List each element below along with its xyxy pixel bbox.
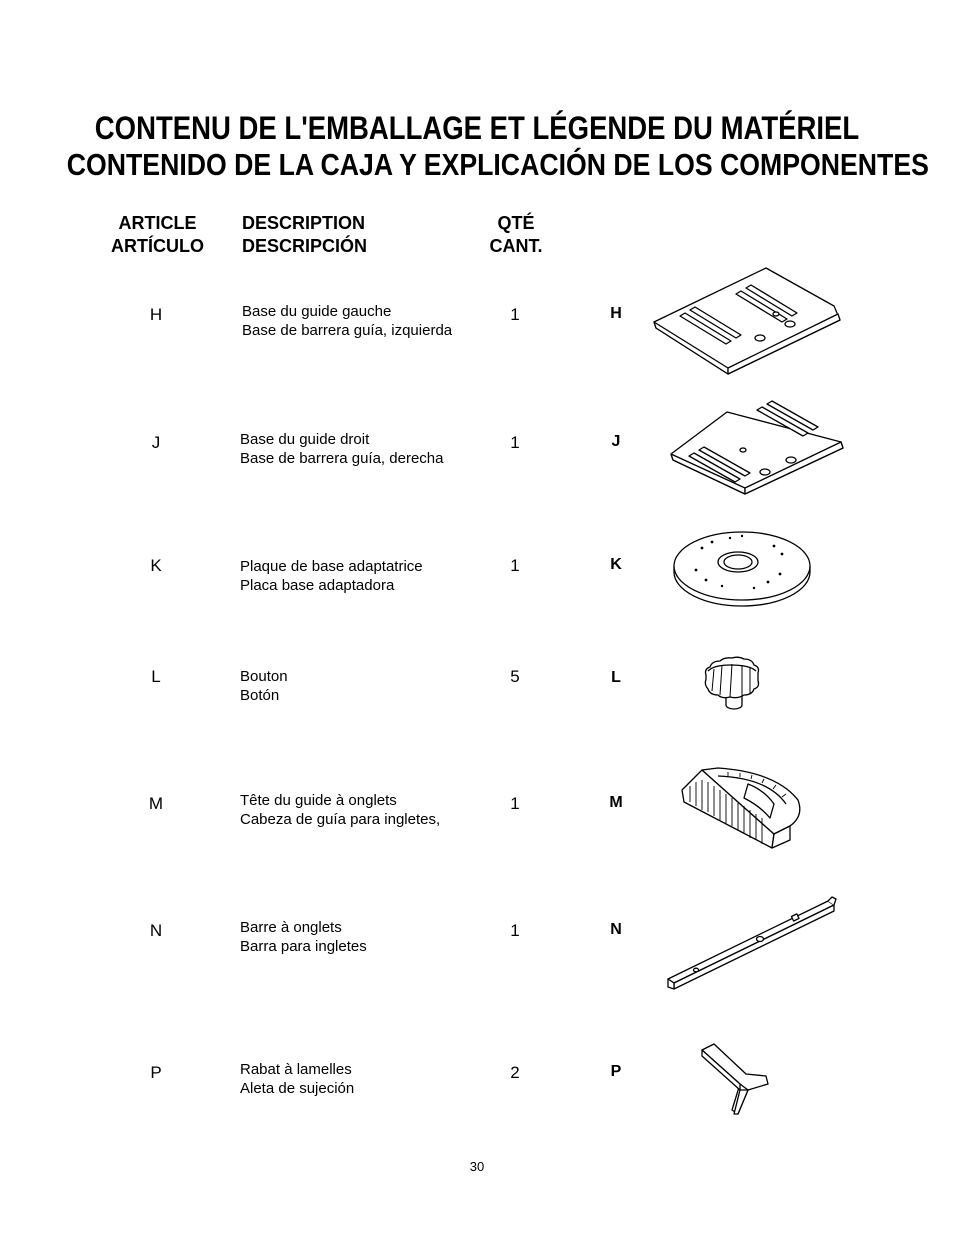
- column-header-description-es: DESCRIPCIÓN: [242, 236, 368, 256]
- part-description: [240, 791, 440, 829]
- part-description-es: Aleta de sujeción: [240, 1080, 355, 1097]
- part-description-es: Placa base adaptadora: [240, 577, 395, 594]
- part-quantity: 1: [510, 305, 520, 324]
- part-figure-label: P: [610, 1063, 622, 1080]
- column-header-description: [242, 212, 367, 258]
- part-figure-label: L: [611, 669, 621, 686]
- part-description: [240, 918, 367, 956]
- column-header-quantity-fr: QTÉ: [497, 213, 535, 233]
- right-fence-base-icon: [665, 400, 847, 500]
- column-header-description-fr: DESCRIPTION: [242, 213, 366, 233]
- part-description-fr: Barre à onglets: [240, 919, 342, 936]
- miter-gauge-head-icon: [678, 764, 806, 852]
- part-quantity: 1: [510, 433, 520, 452]
- column-header-article-fr: ARTICLE: [118, 213, 197, 233]
- part-quantity: 1: [510, 556, 520, 575]
- part-code: H: [149, 305, 163, 324]
- part-description-es: Cabeza de guía para ingletes,: [240, 811, 441, 828]
- part-description: [242, 302, 452, 340]
- part-description-fr: Rabat à lamelles: [240, 1061, 352, 1078]
- part-quantity: 2: [510, 1063, 520, 1082]
- page-number: 30: [469, 1159, 485, 1174]
- part-quantity: 5: [510, 667, 520, 686]
- part-code: J: [151, 433, 161, 452]
- part-figure-label: N: [610, 921, 622, 938]
- part-description-es: Botón: [240, 687, 280, 704]
- featherboard-flap-icon: [700, 1040, 772, 1116]
- part-quantity: 1: [510, 794, 520, 813]
- part-figure-label: K: [610, 556, 622, 573]
- part-description: [240, 430, 443, 468]
- part-description-es: Barra para ingletes: [240, 938, 367, 955]
- column-header-quantity: [476, 212, 556, 258]
- page-title-french: CONTENU DE L'EMBALLAGE ET LÉGENDE DU MATÉRIEL: [94, 110, 860, 146]
- part-figure-label: H: [610, 305, 622, 322]
- part-description-es: Base de barrera guía, derecha: [240, 450, 444, 467]
- part-description: [240, 667, 288, 705]
- part-description-fr: Base du guide gauche: [242, 303, 392, 320]
- part-description-fr: Base du guide droit: [240, 431, 370, 448]
- knob-icon: [700, 655, 768, 713]
- part-code: P: [150, 1063, 162, 1082]
- part-description-fr: Tête du guide à onglets: [240, 792, 397, 809]
- page-title-spanish: CONTENIDO DE LA CAJA Y EXPLICACIÓN DE LOS COMPONENTES: [66, 147, 929, 182]
- part-code: N: [149, 921, 163, 940]
- column-header-article: [100, 212, 215, 258]
- adapter-base-plate-icon: [672, 526, 812, 608]
- part-code: L: [151, 667, 161, 686]
- part-code: K: [150, 556, 162, 575]
- column-header-article-es: ARTÍCULO: [111, 236, 204, 256]
- part-description-es: Base de barrera guía, izquierda: [242, 322, 453, 339]
- part-quantity: 1: [510, 921, 520, 940]
- part-description-fr: Bouton: [240, 668, 288, 685]
- left-fence-base-icon: [648, 262, 848, 380]
- part-description: [240, 1060, 354, 1098]
- part-figure-label: M: [609, 794, 623, 811]
- column-header-quantity-es: CANT.: [489, 236, 543, 256]
- part-description-fr: Plaque de base adaptatrice: [240, 558, 423, 575]
- miter-bar-icon: [664, 895, 840, 995]
- part-description: [240, 557, 423, 595]
- part-figure-label: J: [611, 433, 621, 450]
- part-row-l: [0, 667, 954, 787]
- part-code: M: [148, 794, 164, 813]
